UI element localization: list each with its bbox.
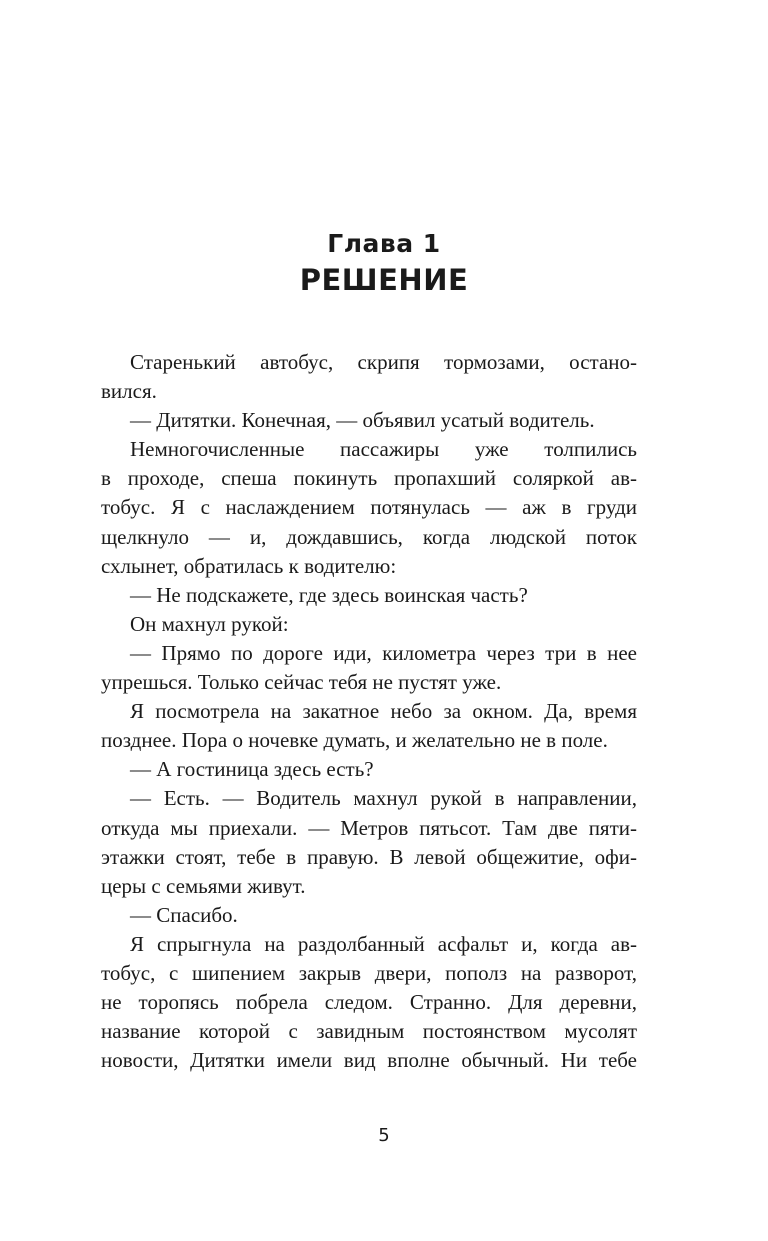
page-number: 5 [378, 1125, 390, 1146]
text-line: название которой с завидным постоянством мусолят [101, 1019, 637, 1044]
text-line: Я спрыгнула на раздолбанный асфальт и, когда ав- [130, 931, 637, 956]
text-line: — Спасибо. [130, 902, 238, 927]
text-line: — А гостиница здесь есть? [130, 757, 374, 782]
text-line: позднее. Пора о ночевке думать, и желательно не в поле. [101, 728, 608, 753]
text-line: — Дитятки. Конечная, — объявил усатый водитель. [130, 408, 595, 433]
text-line: откуда мы приехали. — Метров пятьсот. Там две пяти- [101, 815, 637, 840]
text-line: не торопясь побрела следом. Странно. Для деревни, [101, 990, 637, 1015]
text-line: Он махнул рукой: [130, 611, 289, 636]
text-line: тобус, с шипением закрыв двери, пополз на разворот, [101, 960, 637, 985]
text-line: тобус. Я с наслаждением потянулась — аж в груди [101, 495, 637, 520]
text-line: в проходе, спеша покинуть пропахший соляркой ав- [101, 466, 637, 491]
text-line: новости, Дитятки имели вид вполне обычный. Ни тебе [101, 1048, 637, 1073]
text-line: схлынет, обратилась к водителю: [101, 553, 397, 578]
text-line: упрешься. Только сейчас тебя не пустят уже. [101, 670, 502, 695]
text-line: щелкнуло — и, дождавшись, когда людской поток [101, 524, 637, 549]
text-line: — Не подскажете, где здесь воинская часть? [130, 582, 528, 607]
text-line: Старенький автобус, скрипя тормозами, остано- [130, 350, 637, 374]
text-line: — Есть. — Водитель махнул рукой в направлении, [130, 786, 637, 811]
text-line: Немногочисленные пассажиры уже толпились [130, 437, 637, 462]
chapter-title: РЕШЕНИЕ [299, 263, 469, 297]
text-line: вился. [101, 379, 157, 404]
text-line: церы с семьями живут. [101, 873, 306, 898]
text-line: Я посмотрела на закатное небо за окном. Да, время [130, 699, 637, 724]
text-line: этажки стоят, тебе в правую. В левой общежитие, офи- [101, 844, 637, 869]
chapter-number: Глава 1 [327, 229, 441, 258]
body-text [101, 348, 637, 1075]
text-line: — Прямо по дороге иди, километра через три в нее [130, 640, 637, 665]
